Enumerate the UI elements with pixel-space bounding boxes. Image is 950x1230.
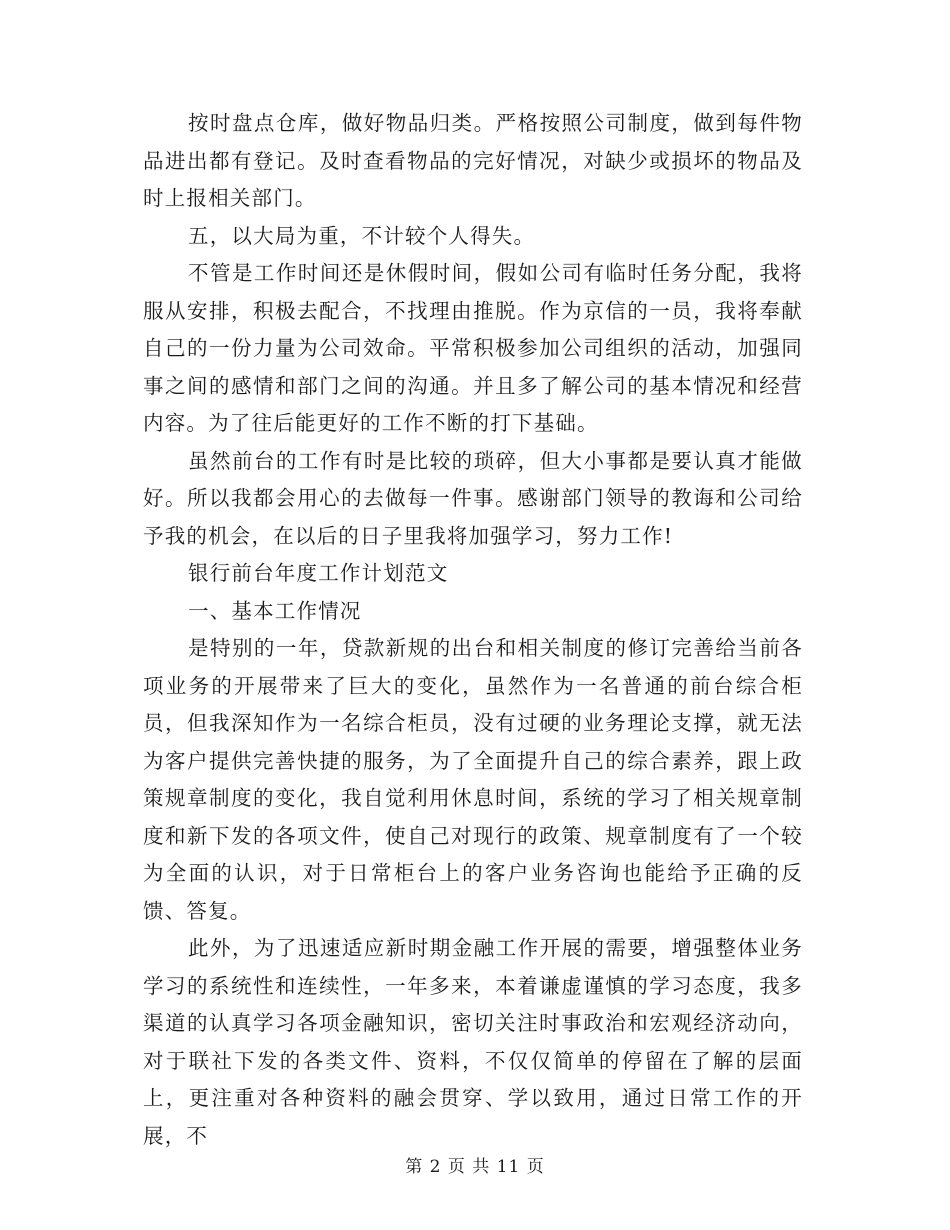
paragraph-basic-situation: 是特别的一年，贷款新规的出台和相关制度的修订完善给当前各项业务的开展带来了巨大的变化，虽然作为一名普通的前台综合柜员，但我深知作为一名综合柜员，没有过硬的业务理论支撑，就无法为客户提供完善快捷的服务，为了全面提升自己的综合素养，跟上政策规章制度的变化，我自觉利用休息时间，系统的学习了相关规章制度和新下发的各项文件，使自己对现行的政策、规章制度有了一个较为全面的认识，对于日常柜台上的客户业务咨询也能给予正确的反馈、答复。	[143, 636, 803, 923]
paragraph-conclusion: 虽然前台的工作有时是比较的琐碎，但大小事都是要认真才能做好。所以我都会用心的去做每一件事。感谢部门领导的教诲和公司给予我的机会，在以后的日子里我将加强学习，努力工作!	[143, 448, 803, 548]
document-body	[143, 105, 803, 1155]
paragraph-section-title: 银行前台年度工作计划范文	[188, 561, 449, 585]
paragraph-further-study: 此外，为了迅速适应新时期金融工作开展的需要，增强整体业务学习的系统性和连续性，一年多来，本着谦虚谨慎的学习态度，我多渠道的认真学习各项金融知识，密切关注时事政治和宏观经济动向，对于联社下发的各类文件、资料，不仅仅简单的停留在了解的层面上，更注重对各种资料的融会贯穿、学以致用，通过日常工作的开展，不	[143, 936, 803, 1148]
paragraph-obey-arrangements: 不管是工作时间还是休假时间，假如公司有临时任务分配，我将服从安排，积极去配合，不找理由推脱。作为京信的一员，我将奉献自己的一份力量为公司效命。平常积极参加公司组织的活动，加强同事之间的感情和部门之间的沟通。并且多了解公司的基本情况和经营内容。为了往后能更好的工作不断的打下基础。	[143, 261, 803, 435]
paragraph-heading-five: 五，以大局为重，不计较个人得失。	[188, 223, 536, 248]
paragraph-heading-one: 一、基本工作情况	[188, 598, 362, 623]
page-number-footer: 第 2 页 共 11 页	[405, 1157, 545, 1177]
paragraph-inventory: 按时盘点仓库，做好物品归类。严格按照公司制度，做到每件物品进出都有登记。及时查看物品的完好情况，对缺少或损坏的物品及时上报相关部门。	[143, 111, 803, 210]
